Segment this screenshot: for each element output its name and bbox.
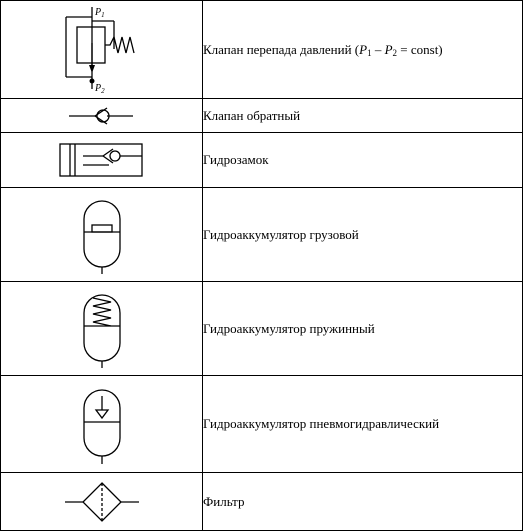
description-cell [203,99,523,133]
table-row [1,133,523,188]
svg-text:P2: $P_2$ [94,82,105,95]
table-row [1,376,523,473]
row-label: Гидроаккумулятор грузовой [203,226,359,242]
row-label: Фильтр [203,493,245,509]
table-row [1,99,523,133]
table-row [1,188,523,282]
check-valve-icon [67,104,137,128]
symbol-cell [1,1,203,99]
pneumohydraulic-accumulator-icon [79,382,125,466]
description-cell [203,473,523,531]
symbol-cell [1,99,203,133]
symbol-cell [1,473,203,531]
description-cell [203,376,523,473]
table-row [1,1,523,99]
weight-accumulator-icon [79,194,125,276]
row-label: Гидроаккумулятор пневмогидравлический [203,416,440,431]
row-label: Гидроаккумулятор пружинный [203,320,375,336]
row-label: Гидрозамок [203,152,269,167]
svg-text:P1: $P_1$ [94,6,105,19]
filter-icon [63,480,141,524]
description-cell [203,282,523,376]
formula: ($P_1 - P_2$ = const) [354,41,443,58]
spring-accumulator-icon [79,288,125,370]
row-label: Клапан обратный [203,107,301,123]
row-label: Клапан перепада давлений [203,41,352,57]
differential-pressure-valve-icon [42,3,162,97]
description-cell [203,188,523,282]
symbol-cell [1,282,203,376]
table-row [1,473,523,531]
symbol-cell [1,376,203,473]
symbol-cell [1,188,203,282]
description-cell [203,133,523,188]
symbol-cell [1,133,203,188]
hydraulic-lock-icon [57,139,147,181]
description-cell [203,1,523,99]
table-row [1,282,523,376]
